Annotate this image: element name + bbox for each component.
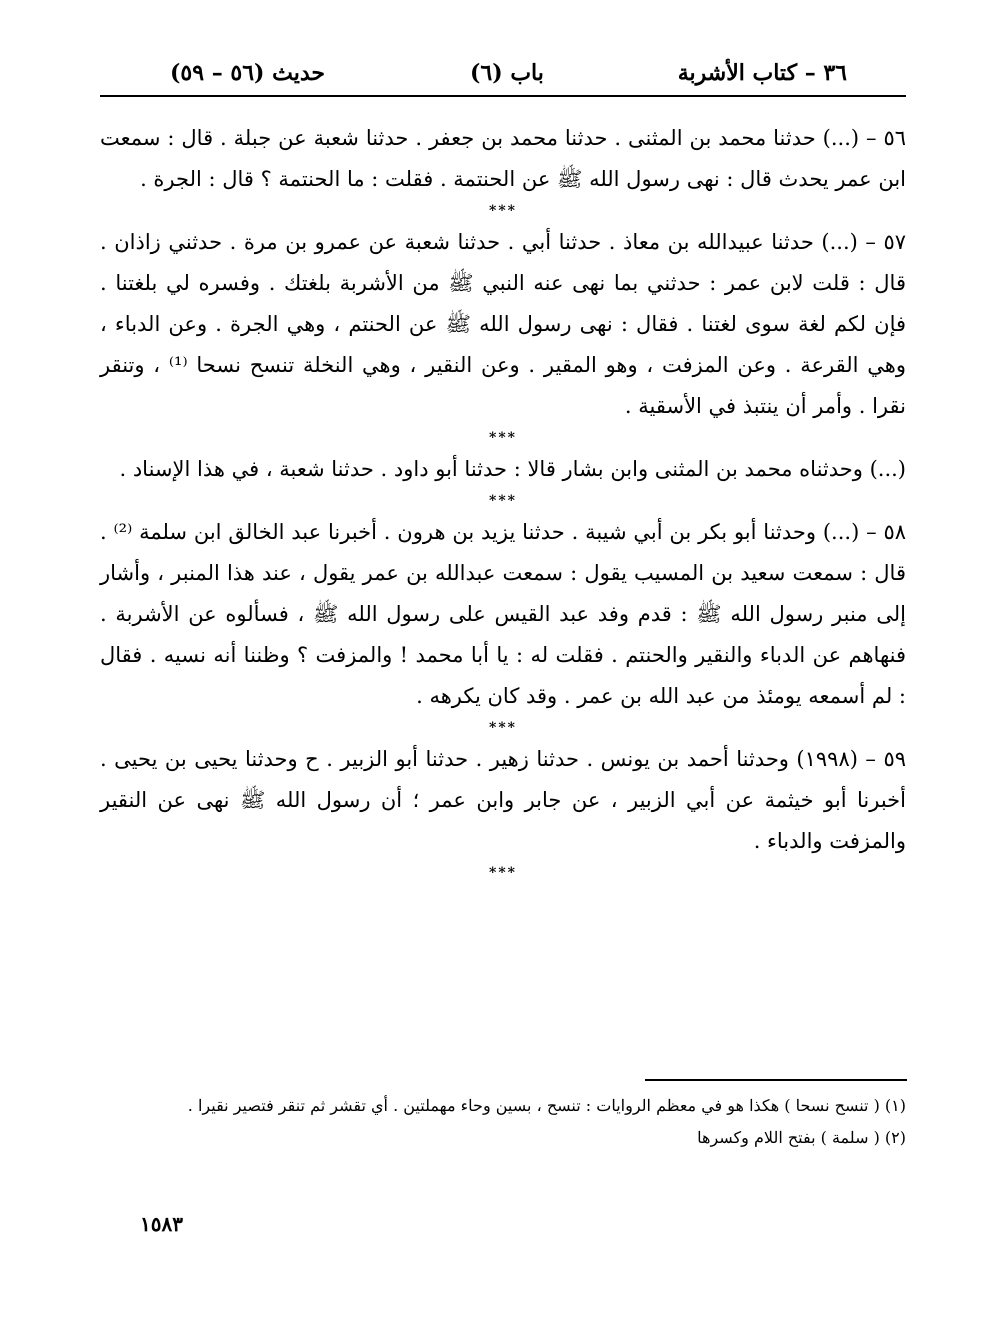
hadith-56: ٥٦ – (...) حدثنا محمد بن المثنى . حدثنا محمد بن جعفر . حدثنا شعبة عن جبلة . قال : سمعت ابن عمر يحدث قال : نهى رسول الله ﷺ عن الحنتمة . فقلت : ما الحنتمة ؟ قال : الجرة . [100,126,906,191]
running-header [100,58,907,94]
header-hadith-range: (٥٦ – ٥٩) حديث [170,60,325,86]
page-number: ١٥٨٣ [140,1212,183,1236]
header-chapter-title: ٣٦ – كتاب الأشربة [677,60,847,86]
section-separator: *** [489,720,517,736]
section-separator: *** [489,430,517,446]
header-section-label: (٦) باب [470,60,544,86]
hadith-58: ٥٨ – (...) وحدثنا أبو بكر بن أبي شيبة . حدثنا يزيد بن هرون . أخبرنا عبد الخالق ابن سلمة ⁽²⁾ . قال : سمعت سعيد بن المسيب يقول : سمعت عبدالله بن عمر يقول ، عند هذا المنبر ، وأشار إلى منبر رسول الله ﷺ : قدم وفد عبد القيس على رسول الله ﷺ ، فسألوه عن الأشربة . فنهاهم عن الدباء والنقير والحنتم . فقلت له : يا أبا محمد ! والمزفت ؟ وظننا أنه نسيه . فقال : لم أسمعه يومئذ من عبد الله بن عمر . وقد كان يكرهه . [100,520,906,708]
footnote-rule [645,1079,907,1081]
footnote-2: (٢) ( سلمة ) بفتح اللام وكسرها [697,1128,906,1147]
header-rule [100,95,906,97]
section-separator: *** [489,203,517,219]
section-separator: *** [489,865,517,881]
footnote-1: (١) ( تنسح نسحا ) هكذا هو في معظم الروايات : تنسح ، بسين وحاء مهملتين . أي تقشر ثم تنقر فتصير نقيرا . [187,1096,906,1115]
main-text [100,118,906,884]
hadith-59: ٥٩ – (١٩٩٨) وحدثنا أحمد بن يونس . حدثنا زهير . حدثنا أبو الزبير . ح وحدثنا يحيى بن يحيى . أخبرنا أبو خيثمة عن أبي الزبير ، عن جابر وابن عمر ؛ أن رسول الله ﷺ نهى عن النقير والمزفت والدباء . [100,747,906,853]
section-separator: *** [489,493,517,509]
hadith-57: ٥٧ – (...) حدثنا عبيدالله بن معاذ . حدثنا أبي . حدثنا شعبة عن عمرو بن مرة . حدثني زاذان . قال : قلت لابن عمر : حدثني بما نهى عنه النبي ﷺ من الأشربة بلغتك . وفسره لي بلغتنا . فإن لكم لغة سوى لغتنا . فقال : نهى رسول الله ﷺ عن الحنتم ، وهي الجرة . وعن الدباء ، وهي القرعة . وعن المزفت ، وهو المقير . وعن النقير ، وهي النخلة تنسح نسحا ⁽¹⁾ ، وتنقر نقرا . وأمر أن ينتبذ في الأسقية . [100,230,907,418]
hadith-57-chain: (...) وحدثناه محمد بن المثنى وابن بشار قالا : حدثنا أبو داود . حدثنا شعبة ، في هذا الإسناد . [119,457,906,481]
footnotes [100,1090,906,1154]
